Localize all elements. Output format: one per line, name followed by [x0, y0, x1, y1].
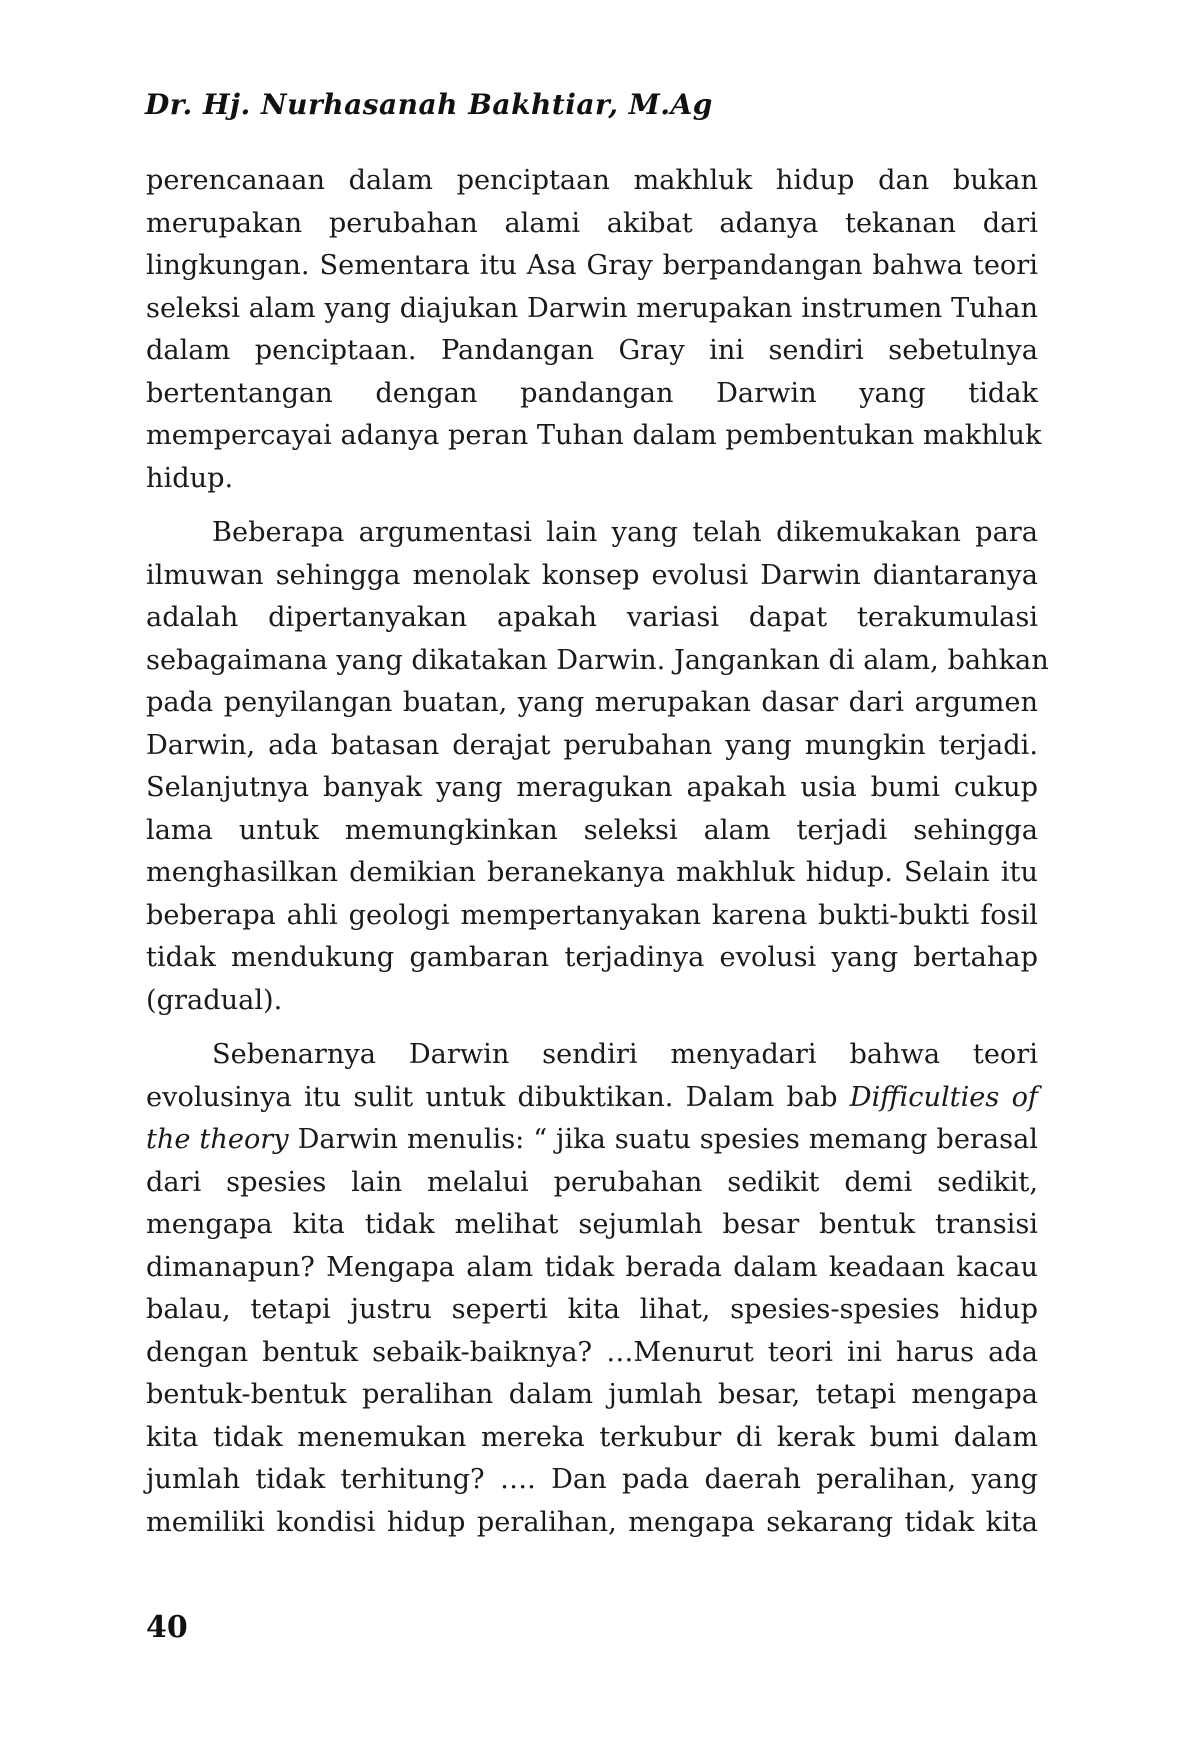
text-line: merupakan perubahan alami akibat adanya tekanan dari	[146, 207, 1038, 239]
text-line: ilmuwan sehingga menolak konsep evolusi Darwin diantaranya	[146, 559, 1038, 591]
text-line: lingkungan. Sementara itu Asa Gray berpandangan bahwa teori	[146, 250, 1038, 281]
text-line: seleksi alam yang diajukan Darwin merupakan instrumen Tuhan	[146, 292, 1038, 324]
text-run: Darwin menulis: “ jika suatu spesies memang berasal	[297, 1124, 1038, 1155]
text-line: Beberapa argumentasi lain yang telah dikemukakan para	[212, 517, 1038, 548]
text-line: adalah dipertanyakan apakah variasi dapat terakumulasi	[146, 602, 1038, 633]
text-line: perencanaan dalam penciptaan makhluk hidup dan bukan	[146, 165, 1038, 196]
text-line: beberapa ahli geologi mempertanyakan karena bukti-bukti fosil	[146, 899, 1038, 931]
text-line: kita tidak menemukan mereka terkubur di kerak bumi dalam	[146, 1421, 1038, 1453]
paragraph-1	[146, 160, 1042, 500]
text-line: Sebenarnya Darwin sendiri menyadari bahwa teori	[212, 1039, 1038, 1070]
text-line	[146, 1119, 1038, 1162]
text-line: dengan bentuk sebaik-baiknya? …Menurut teori ini harus ada	[146, 1336, 1038, 1368]
body-text	[146, 160, 1049, 1556]
text-line: hidup.	[146, 462, 234, 494]
running-header: Dr. Hj. Nurhasanah Bakhtiar, M.Ag	[145, 88, 713, 121]
page-number: 40	[146, 1610, 188, 1645]
text-line: Darwin, ada batasan derajat perubahan yang mungkin terjadi.	[146, 729, 1038, 761]
text-line: jumlah tidak terhitung? …. Dan pada daerah peralihan, yang	[146, 1464, 1038, 1495]
text-line: memiliki kondisi hidup peralihan, mengapa sekarang tidak kita	[146, 1506, 1038, 1538]
paragraph-3	[146, 1034, 1038, 1544]
text-line: mempercayai adanya peran Tuhan dalam pembentukan makhluk	[146, 420, 1042, 451]
text-line: bertentangan dengan pandangan Darwin yang tidak	[146, 377, 1038, 409]
text-line: pada penyilangan buatan, yang merupakan dasar dari argumen	[146, 687, 1038, 718]
text-line: dalam penciptaan. Pandangan Gray ini sendiri sebetulnya	[146, 335, 1038, 366]
text-line: sebagaimana yang dikatakan Darwin. Jangankan di alam, bahkan	[146, 644, 1049, 676]
text-line: balau, tetapi justru seperti kita lihat, spesies-spesies hidup	[146, 1294, 1038, 1325]
text-line: dari spesies lain melalui perubahan sedikit demi sedikit,	[146, 1166, 1038, 1198]
text-line: bentuk-bentuk peralihan dalam jumlah besar, tetapi mengapa	[146, 1379, 1038, 1410]
text-line: lama untuk memungkinkan seleksi alam terjadi sehingga	[146, 814, 1038, 846]
text-line	[146, 1077, 1038, 1120]
text-line: tidak mendukung gambaran terjadinya evolusi yang bertahap	[146, 942, 1038, 973]
text-line: Selanjutnya banyak yang meragukan apakah usia bumi cukup	[146, 772, 1038, 803]
text-run: evolusinya itu sulit untuk dibuktikan. Dalam bab	[146, 1081, 850, 1113]
italic-book-title: Difficulties of	[849, 1081, 1038, 1113]
text-line: dimanapun? Mengapa alam tidak berada dalam keadaan kacau	[146, 1251, 1038, 1283]
text-line: (gradual).	[146, 984, 283, 1016]
italic-book-title: the theory	[146, 1124, 289, 1155]
text-line: mengapa kita tidak melihat sejumlah besar bentuk transisi	[146, 1209, 1038, 1240]
text-line: menghasilkan demikian beranekanya makhluk hidup. Selain itu	[146, 857, 1038, 888]
paragraph-2	[146, 512, 1049, 1022]
